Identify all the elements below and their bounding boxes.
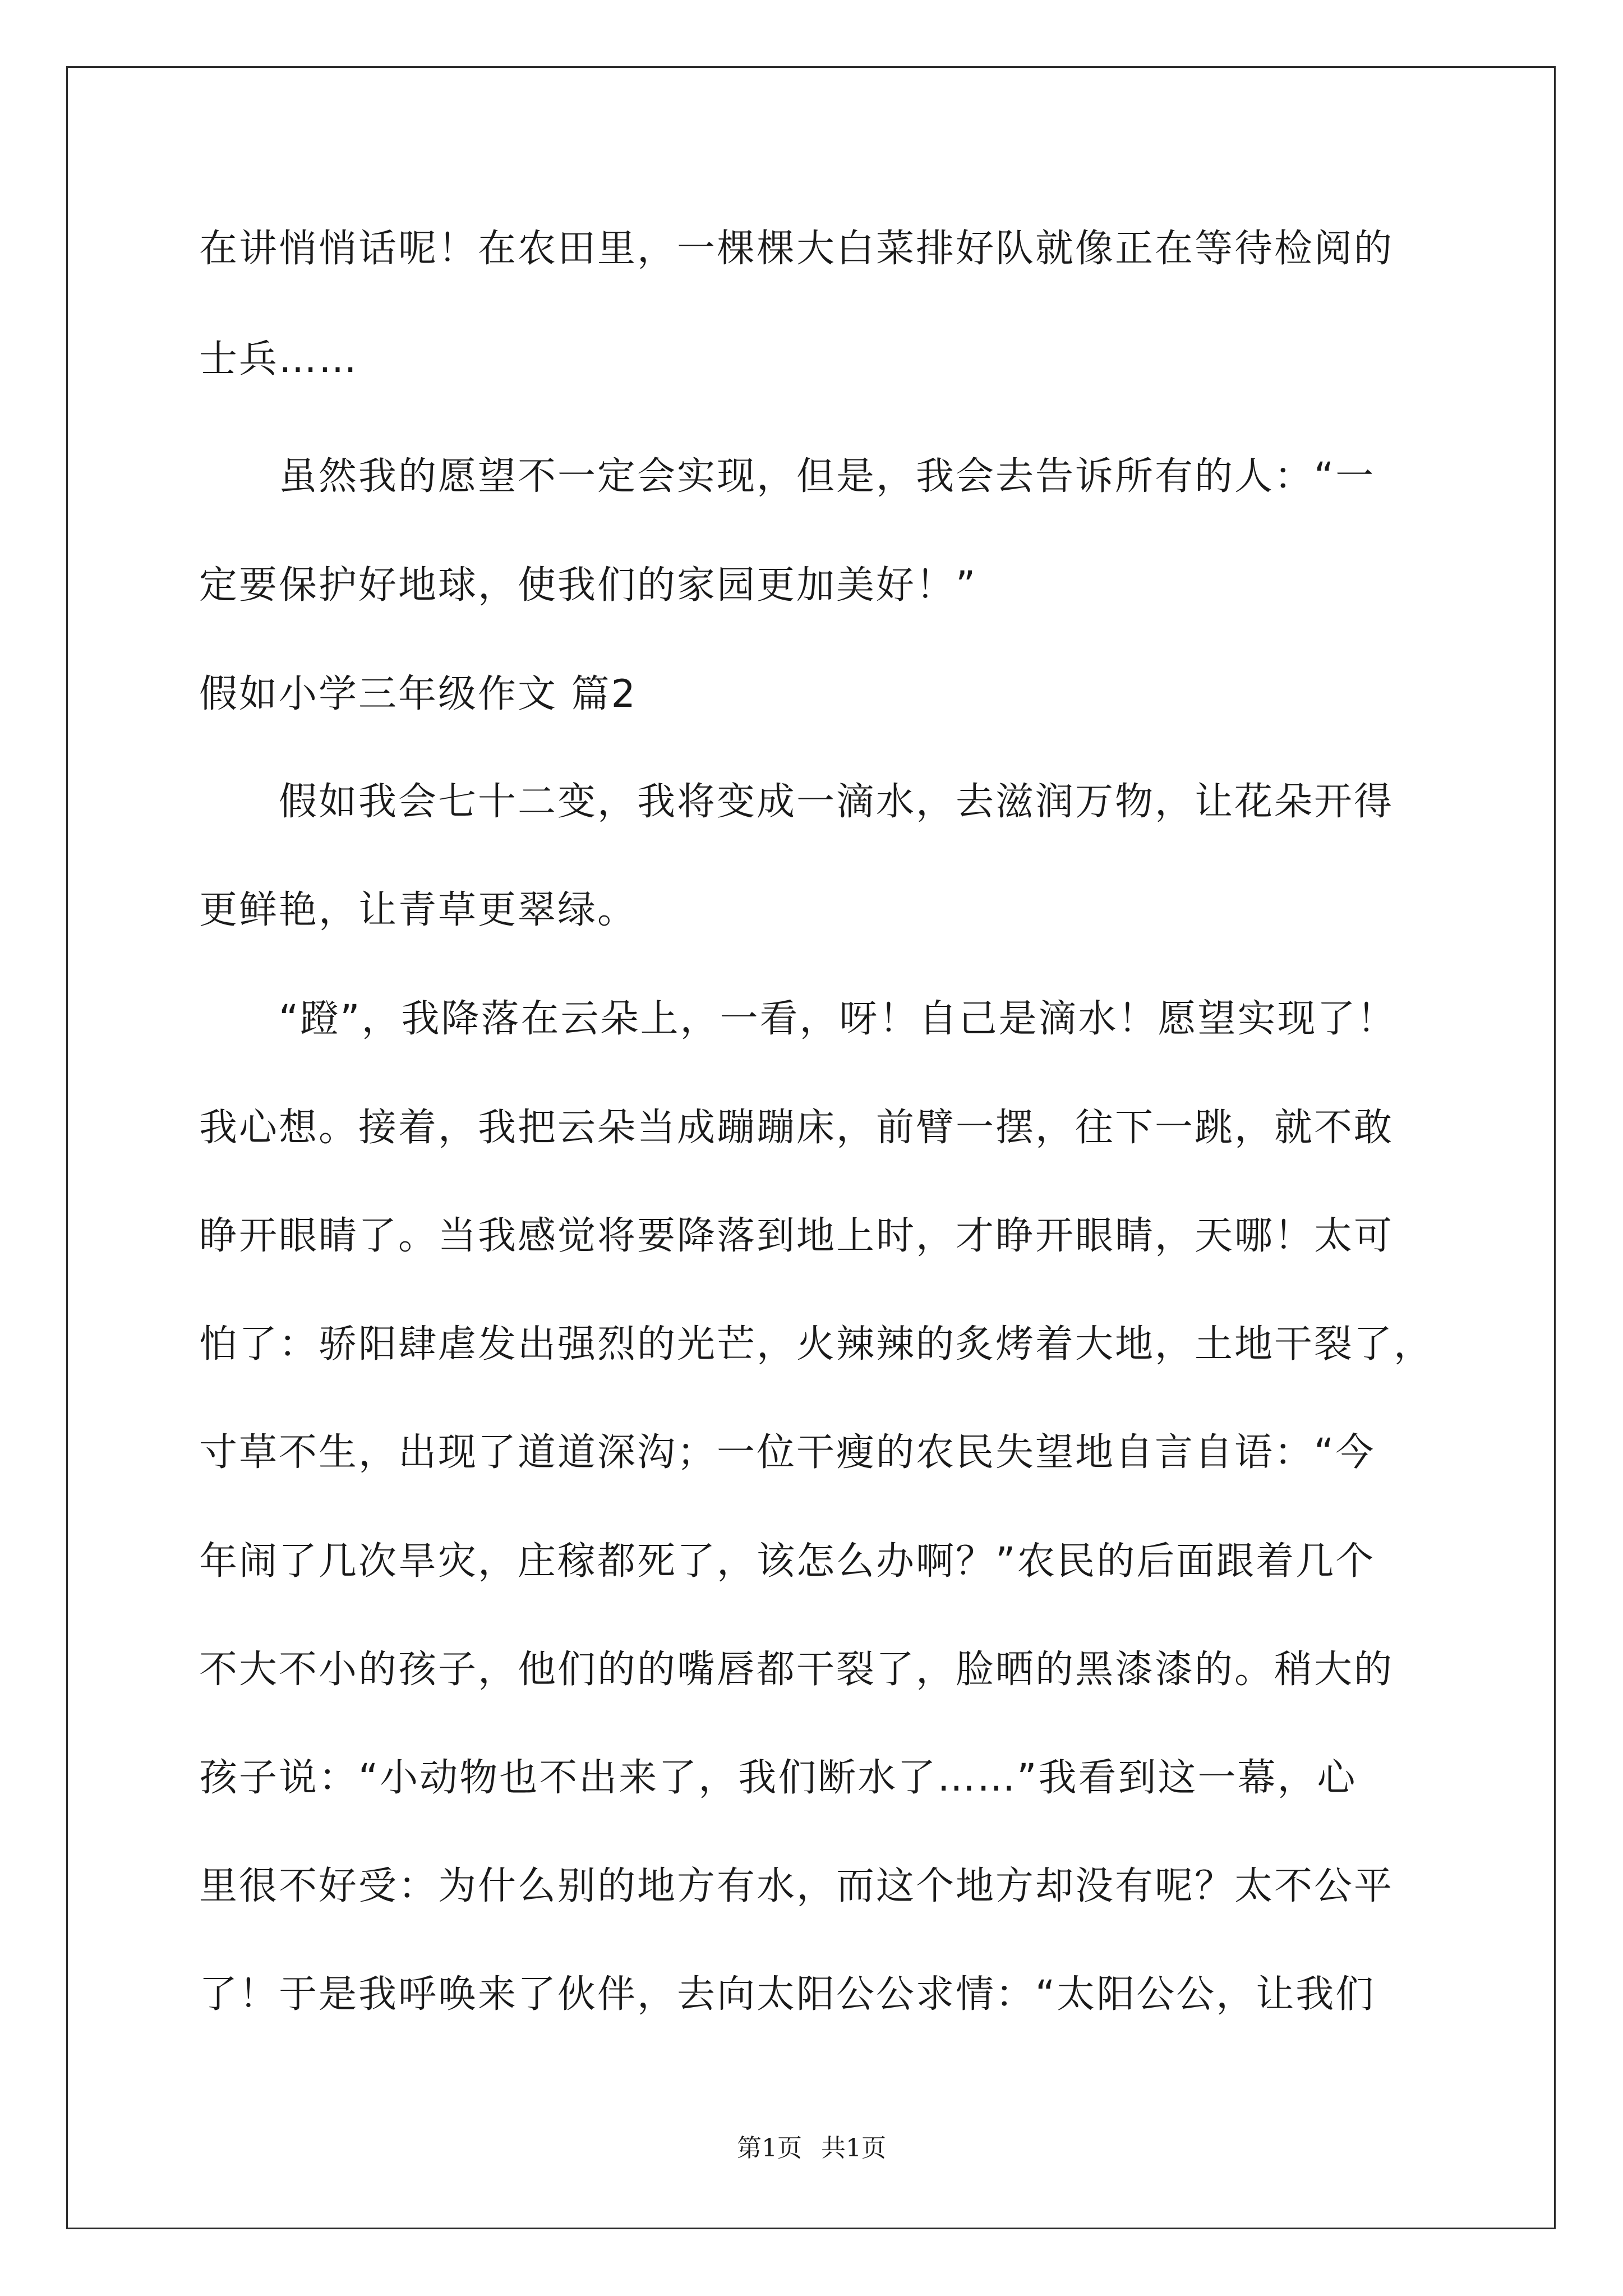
text-line: 里很不好受：为什么别的地方有水，而这个地方却没有呢？太不公平 [199, 1864, 1394, 1908]
text-line: 虽然我的愿望不一定会实现，但是，我会去告诉所有的人：“一 [199, 454, 1376, 499]
text-line: 怕了：骄阳肆虐发出强烈的光芒，火辣辣的炙烤着大地，土地干裂了， [199, 1322, 1434, 1366]
section-heading: 假如小学三年级作文 篇2 [199, 672, 637, 716]
text-line: 定要保护好地球，使我们的家园更加美好！” [199, 563, 978, 608]
text-line: 更鲜艳，让青草更翠绿。 [199, 888, 638, 932]
text-line: 年闹了几次旱灾，庄稼都死了，该怎么办啊？”农民的后面跟着几个 [199, 1539, 1376, 1584]
text-line: 士兵…… [199, 337, 359, 381]
text-line: 寸草不生，出现了道道深沟；一位干瘦的农民失望地自言自语：“今 [199, 1430, 1376, 1475]
text-line: 假如我会七十二变，我将变成一滴水，去滋润万物，让花朵开得 [199, 780, 1394, 824]
text-line: 孩子说：“小动物也不出来了，我们断水了……”我看到这一幕，心 [199, 1756, 1357, 1800]
text-line: 我心想。接着，我把云朵当成蹦蹦床，前臂一摆，往下一跳，就不敢 [199, 1106, 1394, 1150]
text-line: 在讲悄悄话呢！在农田里，一棵棵大白菜排好队就像正在等待检阅的 [199, 227, 1394, 271]
page-number-total: 共1页 [821, 2134, 886, 2162]
text-line: 不大不小的孩子，他们的的嘴唇都干裂了，脸晒的黑漆漆的。稍大的 [199, 1648, 1394, 1692]
page-footer [0, 2132, 1623, 2165]
text-line: 了！于是我呼唤来了伙伴，去向太阳公公求情：“太阳公公，让我们 [199, 1972, 1376, 2017]
text-line: 睁开眼睛了。当我感觉将要降落到地上时，才睁开眼睛，天哪！太可 [199, 1214, 1394, 1258]
page-number-current: 第1页 [737, 2134, 802, 2162]
text-line: “蹬”，我降落在云朵上，一看，呀！自己是滴水！愿望实现了！ [199, 997, 1397, 1041]
